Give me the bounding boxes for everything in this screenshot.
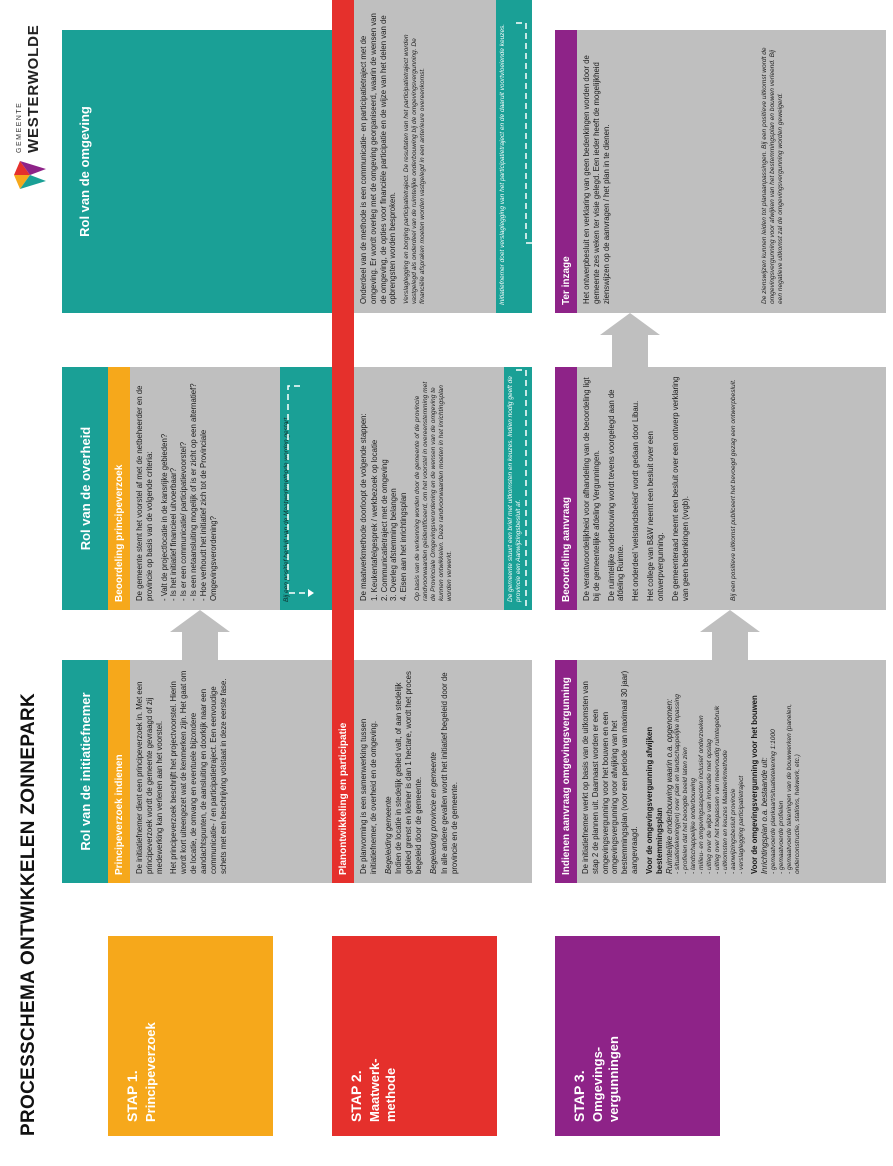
text: Het onderdeel 'welstandsbeleid' wordt gedaan door Libau. bbox=[631, 400, 641, 601]
step-2-omgeving-note: Initiatiefnemer doet verslaglegging van het participatietraject en de daaruit voortvloeiende keuzes. bbox=[496, 0, 532, 313]
flow-line bbox=[516, 23, 534, 243]
subheading: Ruimtelijke onderbouwing waarin o.a. opgenomen: bbox=[664, 698, 674, 874]
list-item: - gemaatvoerde tekeningen van de bouwwerken (panelen, onderconstructie, stations, hekwerk, etc.) bbox=[785, 703, 801, 874]
list-item: - gemaatvoerde plankaart/situatietekening 1:1000 bbox=[770, 729, 778, 874]
text: De gemeenteraad neemt een besluit over een ontwerp verklaring van geen bedenkingen (vvgb). bbox=[670, 376, 690, 601]
requirements-list bbox=[770, 669, 802, 874]
step-1-number: STAP 1. bbox=[124, 1070, 140, 1122]
list-item: - Is er een communicatie/ participatievoorstel? bbox=[179, 441, 189, 601]
logo-mark-icon bbox=[12, 159, 48, 191]
step-2-number: STAP 2. bbox=[348, 1070, 364, 1122]
text: De verantwoordelijkheid voor afhandeling van de beoordeling ligt bij de gemeentelijke afdeling Vergunningen. bbox=[582, 377, 601, 601]
list-item: - uitkomsten en keuzes Maatwerkmethode bbox=[721, 750, 729, 874]
column-header-overheid: Rol van de overheid bbox=[62, 367, 108, 610]
text: Het principeverzoek beschrijft het projectvoorstel. Hierin wordt kort uiteengezet wat de kenmerken zijn. Het gaat om de locatie, de omvang en eventuele bijzondere aandachtspunten, de aansluiting en doorkijk naar een communicatie- / en participatietraject. Een eenvoudige schets met een beschrijving volstaat in deze eerste fase. bbox=[169, 670, 228, 874]
step-3-number: STAP 3. bbox=[571, 1070, 587, 1122]
text: Onderdeel van de methode is een communicatie- en participatietraject met de omgeving. Er wordt overleg met de omgeving georganiseerd, waarin de wensen van de omgeving, de opties voor financiële participatie en de wijze van het delen van de opbrengsten worden besproken. bbox=[359, 13, 398, 304]
list-item: - Valt de projectlocatie in de kansrijke gebieden? bbox=[159, 433, 169, 601]
list-item: - profielen dat het beoogde beeld laten zien bbox=[682, 747, 690, 874]
subheading: Begeleiding gemeente bbox=[383, 796, 393, 874]
arrow-right-icon bbox=[170, 610, 230, 660]
text: In alle andere gevallen wordt het initiatief begeleid door de provincie en de gemeente. bbox=[439, 672, 459, 874]
column-header-initiatiefnemer: Rol van de initiatiefnemer bbox=[62, 660, 108, 883]
step-2-name-line-1: Maatwerk- bbox=[367, 1058, 382, 1122]
flow-arrowhead bbox=[308, 589, 314, 597]
step-1-overheid-panel bbox=[130, 367, 280, 610]
step-2-overheid-note: De gemeente stuurt een brief met uitkomsten en keuzes. Indien nodig geeft de provincie een Aanwijzingsbesluit af. bbox=[504, 367, 532, 610]
text: Indien de locatie in stedelijk gebied valt, of aan stedelijk gebied grenst en kleiner is dan 1 hectare, wordt het proces begeleid door de gemeente. bbox=[394, 671, 424, 874]
step-3-initiatiefnemer-panel bbox=[577, 660, 886, 883]
subheading: Inrichtingsplan o.a. bestaande uit: bbox=[760, 757, 770, 874]
step-3-name-line-1: Omgevings- bbox=[590, 1046, 605, 1122]
step-1-name: Principeverzoek bbox=[143, 1022, 158, 1122]
requirements-list bbox=[674, 669, 745, 874]
text: De maatwerkmethode doorloopt de volgende stappen: bbox=[359, 413, 368, 601]
step-1-overheid-note: Bij een positief besluit van de Maatwerkmethode worden gestart. bbox=[280, 367, 332, 610]
flow-arrowhead bbox=[550, 629, 556, 637]
flow-line bbox=[516, 370, 550, 633]
list-item: - Is een netaansluiting mogelijk of is er zicht op een alternatief? bbox=[189, 383, 199, 601]
list-item: - aanwijzingsbesluit provincie bbox=[729, 788, 737, 874]
list-item: 4. Eisen aan het inrichtingsplan bbox=[399, 492, 409, 601]
step-2-name-line-2: methode bbox=[383, 1067, 399, 1122]
list-item: - landschappelijke onderbouwing bbox=[690, 777, 698, 874]
text: Verslaglegging en borging participatietraject. De resultaten van het participatietraject worden vastgelegd als onderdeel van de ruimtelijke onderbouwing bij de omgevingsvergunning. De financiële afspraken moeten worden vastgelegd in een anterieure overeenkomst. bbox=[403, 34, 427, 304]
step-2-label bbox=[332, 936, 497, 1136]
step-2-title: Planontwikkeling en participatie bbox=[332, 0, 354, 883]
list-item: - situatietekening(en) over plan en landschappelijke inpassing bbox=[674, 694, 682, 874]
step-1-initiatiefnemer-title: Principeverzoek indienen bbox=[108, 660, 130, 883]
criteria-list bbox=[160, 376, 219, 601]
text: De initiatiefnemer dient een principeverzoek in. Met een principeverzoek wordt de gemeente gevraagd of zij medewerking kan verlenen aan het voorstel. bbox=[135, 681, 164, 874]
list-item: - gemaatvoerde profielen bbox=[778, 800, 785, 874]
text: Het ontwerpbesluit en verklaring van geen bedenkingen worden door de gemeente zes weken ter visie gelegd. Een ieder heeft de mogelijkheid zienswijzen op de aanvragen / het plan in te dienen. bbox=[582, 55, 611, 304]
step-1-label bbox=[108, 936, 273, 1136]
list-item: - uitleg over de wijze van innovatie met opslag bbox=[705, 739, 713, 874]
step-3-overheid-panel bbox=[577, 367, 886, 610]
subheading: Voor de omgevingsvergunning afwijken bestemmingsplan bbox=[644, 726, 664, 874]
arrow-right-icon bbox=[700, 610, 760, 660]
text: De ruimtelijke onderbouwing wordt tevens voorgelegd aan de afdeling Ruimte. bbox=[606, 389, 626, 601]
flow-line bbox=[288, 386, 308, 593]
subheading: Begeleiding provincie en gemeente bbox=[428, 752, 438, 874]
step-3-label bbox=[555, 936, 720, 1136]
list-item: - verslaglegging participatietraject bbox=[737, 775, 745, 874]
list-item: 3. Overleg afstemming belangen bbox=[389, 488, 399, 601]
list-item: - uitleg over het toepassen van meervoudig ruimtegebruik bbox=[713, 705, 721, 874]
text: Bij een positieve uitkomst publiceert het bevoegd gezag een ontwerpbesluit. bbox=[730, 379, 738, 601]
text: De zienswijzen kunnen leiden tot planaanpassingen. Bij een positieve uitkomst wordt de omgevingsvergunning voor afwijken van het bestemmingsplan en bouwen verleend. Bij een negatieve uitkomst zal de omgevingsvergunning worden geweigerd. bbox=[761, 47, 785, 304]
step-3-overheid-title: Beoordeling aanvraag bbox=[555, 367, 577, 610]
logo bbox=[12, 11, 48, 191]
text: Het college van B&W neemt een besluit over een ontwerpvergunning. bbox=[646, 431, 665, 601]
text: De initiatiefnemer werkt op basis van de uitkomsten van stap 2 de plannen uit. Daarnaast worden er een omgevingsvergunning voor het bouwen en een omgevingsvergunning voor afwijking van het bestemmingsplan (voor een periode van maximaal 30 jaar) aangevraagd. bbox=[581, 670, 640, 874]
logo-big-text: WESTERWOLDE bbox=[25, 24, 42, 153]
step-3-omgeving-panel bbox=[577, 30, 886, 313]
text: Op basis van de verkenning worden door de gemeente of de provincie randvoorwaarden geïdentificeerd, om het voorstel in overeenstemming met de Provinciale Omgevingsverordening en de wensen van de omgeving te kunnen ontwikkelen. Deze randvoorwaarden moeten in het inrichtingsplan worden verwerkt. bbox=[414, 381, 453, 601]
list-item: - Is het initiatief financieel uitvoerbaar? bbox=[169, 467, 179, 601]
text: De gemeente stemt het voorstel af met de netbeheerder en de provincie op basis van de volgende criteria: bbox=[135, 385, 154, 601]
step-3-name-line-2: vergunningen bbox=[606, 1036, 622, 1122]
arrow-right-icon bbox=[600, 313, 660, 367]
step-3-initiatiefnemer-title: Indienen aanvraag omgevingsvergunning bbox=[555, 660, 577, 883]
logo-small-text: GEMEENTE bbox=[16, 101, 23, 153]
list-item: - Hoe verhoudt het initiatief zich tot de Provinciale Omgevingsverordening? bbox=[198, 429, 218, 601]
step-3-omgeving-title: Ter inzage bbox=[555, 30, 577, 313]
dashed-flow-lines bbox=[280, 0, 560, 883]
list-item: 2. Communicatietraject met de omgeving bbox=[379, 459, 389, 601]
text: De planvorming is een samenwerking tussen initiatiefnemer, de overheid en de omgeving. bbox=[359, 718, 378, 874]
subheading: Voor de omgevingsvergunning voor het bouwen bbox=[750, 695, 760, 874]
column-header-omgeving: Rol van de omgeving bbox=[62, 30, 332, 313]
list-item: 1. Keukentafelgesprek / werkbezoek op locatie bbox=[369, 439, 379, 601]
step-1-overheid-title: Beoordeling principeverzoek bbox=[108, 367, 130, 610]
page-title: PROCESSCHEMA ONTWIKKELEN ZONNEPARK bbox=[18, 693, 39, 1136]
list-item: - milieu- en omgevingsaspecten inclusief onderzoeken bbox=[698, 715, 706, 874]
